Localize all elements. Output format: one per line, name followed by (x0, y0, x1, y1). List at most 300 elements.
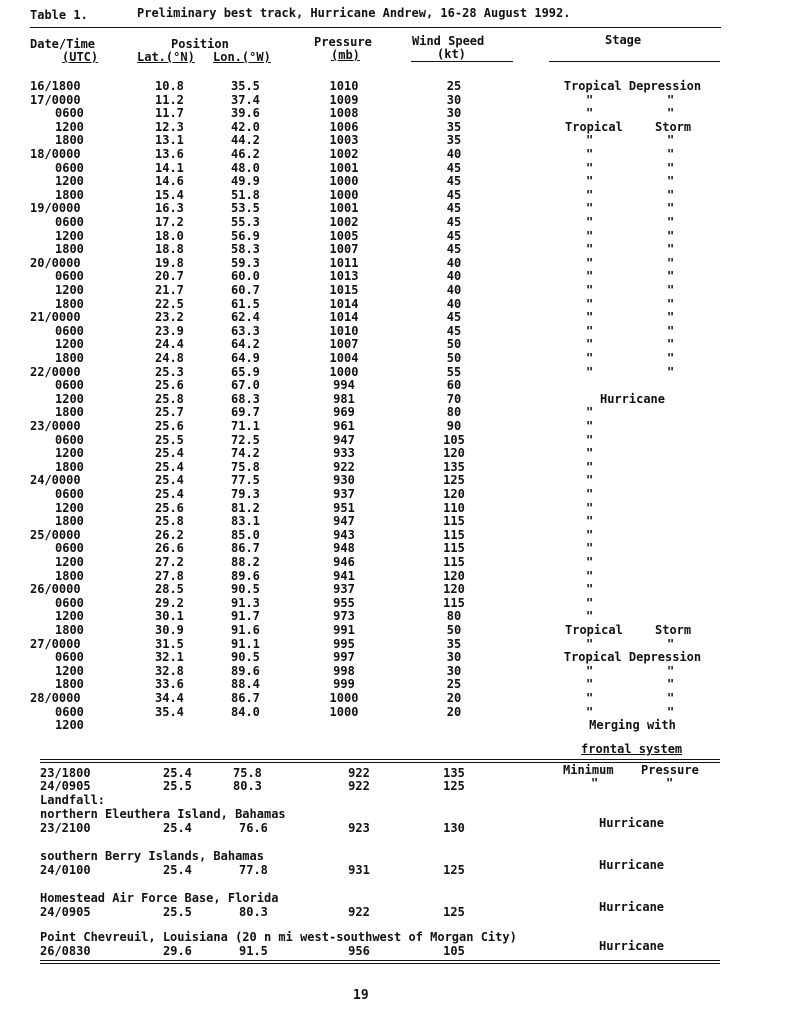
row-stage-2: " (667, 365, 675, 379)
row-wind: 45 (446, 310, 462, 324)
row-pressure: 973 (333, 609, 355, 623)
row-stage-1: " (586, 664, 594, 678)
row-lon: 90.5 (231, 650, 260, 664)
row-wind: 30 (446, 93, 462, 107)
row-datetime: 0600 (55, 161, 84, 175)
row-lon: 84.0 (231, 705, 260, 719)
row-lon: 60.0 (231, 269, 260, 283)
row-lat: 25.7 (155, 405, 184, 419)
row-stage-1: " (586, 460, 594, 474)
row-wind: 40 (446, 256, 462, 270)
row-lat: 17.2 (155, 215, 184, 229)
row-datetime: 1200 (55, 446, 84, 460)
row-datetime: 0600 (55, 324, 84, 338)
row-lon: 83.1 (231, 514, 260, 528)
row-datetime: 1800 (55, 514, 84, 528)
row-pressure: 995 (333, 637, 355, 651)
row-datetime: 0600 (55, 487, 84, 501)
row-lat: 31.5 (155, 637, 184, 651)
row-datetime: 27/0000 (30, 637, 81, 651)
header-datetime: Date/Time (30, 37, 96, 51)
row-stage-2: " (667, 106, 675, 120)
row-pressure: 1000 (329, 365, 359, 379)
row-stage-1: " (586, 161, 594, 175)
row-stage-2: " (667, 691, 675, 705)
row-wind: 120 (443, 569, 465, 583)
landfall-wind: 125 (443, 905, 465, 919)
min-pressure: 922 (348, 766, 370, 780)
row-pressure: 1011 (329, 256, 359, 270)
header-lon: Lon.(°W) (213, 50, 271, 64)
row-lat: 25.4 (155, 460, 184, 474)
row-datetime: 1800 (55, 677, 84, 691)
row-wind: 40 (446, 147, 462, 161)
row-stage-1: " (586, 473, 594, 487)
row-wind: 45 (446, 242, 462, 256)
row-datetime: 1800 (55, 297, 84, 311)
row-stage-2: " (667, 705, 675, 719)
landfall-place: southern Berry Islands, Bahamas (40, 849, 264, 863)
row-stage-1: " (586, 201, 594, 215)
row-stage-1: " (586, 433, 594, 447)
row-lat: 21.7 (155, 283, 184, 297)
row-stage-2: " (667, 215, 675, 229)
row-wind: 20 (446, 691, 462, 705)
row-datetime: 0600 (55, 650, 84, 664)
row-wind: 45 (446, 161, 462, 175)
landfall-wind: 125 (443, 863, 465, 877)
row-lon: 91.6 (231, 623, 260, 637)
landfall-wind: 130 (443, 821, 465, 835)
row-pressure: 946 (333, 555, 355, 569)
row-lat: 18.0 (155, 229, 184, 243)
row-pressure: 981 (333, 392, 355, 406)
row-stage-2: " (667, 337, 675, 351)
row-datetime: 1800 (55, 351, 84, 365)
row-pressure: 941 (333, 569, 355, 583)
row-datetime: 16/1800 (30, 79, 81, 93)
row-wind: 60 (446, 378, 462, 392)
row-lon: 37.4 (231, 93, 260, 107)
row-lon: 79.3 (231, 487, 260, 501)
row-pressure: 969 (333, 405, 355, 419)
row-stage-1: " (586, 337, 594, 351)
row-lon: 64.2 (231, 337, 260, 351)
row-stage-1: " (586, 106, 594, 120)
row-datetime: 1800 (55, 569, 84, 583)
row-pressure: 930 (333, 473, 355, 487)
bottom-rule-2 (40, 963, 720, 964)
row-datetime: 1800 (55, 188, 84, 202)
row-pressure: 1001 (329, 201, 359, 215)
row-datetime: 1200 (55, 174, 84, 188)
row-lon: 89.6 (231, 569, 260, 583)
row-datetime: 20/0000 (30, 256, 81, 270)
row-lat: 34.4 (155, 691, 184, 705)
row-datetime: 1200 (55, 501, 84, 515)
row-datetime: 1200 (55, 609, 84, 623)
row-datetime: 0600 (55, 433, 84, 447)
landfall-datetime: 24/0100 (40, 863, 91, 877)
row-pressure: 999 (333, 677, 355, 691)
landfall-lon: 91.5 (239, 944, 268, 958)
row-wind: 45 (446, 201, 462, 215)
row-datetime: 1800 (55, 242, 84, 256)
row-stage-1: " (586, 637, 594, 651)
row-datetime: 24/0000 (30, 473, 81, 487)
row-lon: 58.3 (231, 242, 260, 256)
header-utc: (UTC) (62, 50, 99, 64)
row-lat: 23.9 (155, 324, 184, 338)
row-lat: 23.2 (155, 310, 184, 324)
row-pressure: 955 (333, 596, 355, 610)
landfall-lon: 76.6 (239, 821, 268, 835)
page-number: 19 (353, 988, 369, 1003)
row-lat: 27.2 (155, 555, 184, 569)
min-stage-2: Pressure (641, 763, 699, 777)
row-datetime: 1800 (55, 623, 84, 637)
row-lon: 68.3 (231, 392, 260, 406)
row-lat: 11.2 (155, 93, 184, 107)
row-stage: Hurricane (599, 392, 666, 406)
header-pressure: Pressure (314, 35, 372, 49)
row-lon: 77.5 (231, 473, 260, 487)
row-stage-1: " (586, 419, 594, 433)
row-lat: 30.1 (155, 609, 184, 623)
row-pressure: 1007 (329, 242, 359, 256)
row-stage-2: " (667, 188, 675, 202)
row-lon: 91.7 (231, 609, 260, 623)
row-pressure: 1008 (329, 106, 359, 120)
row-pressure: 951 (333, 501, 355, 515)
row-lon: 62.4 (231, 310, 260, 324)
row-lon: 35.5 (231, 79, 260, 93)
row-lat: 28.5 (155, 582, 184, 596)
row-stage-2: " (667, 297, 675, 311)
row-pressure: 1005 (329, 229, 359, 243)
row-wind: 50 (446, 351, 462, 365)
row-lat: 32.8 (155, 664, 184, 678)
row-pressure: 1004 (329, 351, 359, 365)
row-wind: 45 (446, 188, 462, 202)
row-lon: 72.5 (231, 433, 260, 447)
row-wind: 120 (443, 487, 465, 501)
landfall-lon: 80.3 (239, 905, 268, 919)
minimum-rule-2 (40, 762, 720, 763)
header-lat: Lat.(°N) (137, 50, 195, 64)
row-pressure: 1000 (329, 691, 359, 705)
row-lon: 86.7 (231, 691, 260, 705)
row-wind: 120 (443, 446, 465, 460)
row-stage-1: " (586, 229, 594, 243)
landfall-place: northern Eleuthera Island, Bahamas (40, 807, 286, 821)
row-lat: 14.1 (155, 161, 184, 175)
row-lon: 89.6 (231, 664, 260, 678)
row-pressure: 1010 (329, 79, 359, 93)
row-wind: 20 (446, 705, 462, 719)
landfall-stage: Hurricane (599, 939, 665, 953)
row-datetime: 1200 (55, 337, 84, 351)
row-stage-1: " (586, 705, 594, 719)
minimum-rule-1 (40, 759, 720, 760)
row-stage-2: " (667, 269, 675, 283)
row-lon: 91.3 (231, 596, 260, 610)
row-wind: 25 (446, 79, 462, 93)
row-wind: 35 (446, 120, 462, 134)
row-wind: 50 (446, 337, 462, 351)
row-datetime: 1800 (55, 460, 84, 474)
row-lon: 64.9 (231, 351, 260, 365)
row-pressure: 922 (333, 460, 355, 474)
row-lat: 27.8 (155, 569, 184, 583)
row-wind: 30 (446, 650, 462, 664)
landfall-datetime: 23/2100 (40, 821, 91, 835)
row-lon: 86.7 (231, 541, 260, 555)
row-pressure: 943 (333, 528, 355, 542)
row-wind: 80 (446, 609, 462, 623)
row-stage-2: " (667, 201, 675, 215)
row-lat: 35.4 (155, 705, 184, 719)
row-wind: 105 (443, 433, 465, 447)
row-wind: 110 (443, 501, 465, 515)
row-lon: 71.1 (231, 419, 260, 433)
row-lat: 10.8 (155, 79, 184, 93)
row-stage-2: " (667, 637, 675, 651)
row-stage-1: " (586, 446, 594, 460)
row-stage-1: " (586, 283, 594, 297)
row-pressure: 991 (333, 623, 355, 637)
row-datetime: 1800 (55, 133, 84, 147)
row-lat: 25.5 (155, 433, 184, 447)
row-pressure: 947 (333, 514, 355, 528)
row-lat: 22.5 (155, 297, 184, 311)
row-lon: 90.5 (231, 582, 260, 596)
row-pressure: 1001 (329, 161, 359, 175)
row-lat: 32.1 (155, 650, 184, 664)
row-stage-1: Tropical (565, 623, 623, 637)
row-wind: 35 (446, 133, 462, 147)
min-datetime: 23/1800 (40, 766, 91, 780)
row-datetime: 0600 (55, 596, 84, 610)
row-wind: 115 (443, 541, 465, 555)
row-wind: 70 (446, 392, 462, 406)
row-stage-1: " (586, 269, 594, 283)
row-stage-1: " (586, 147, 594, 161)
row-pressure: 1000 (329, 174, 359, 188)
merging-line2: frontal system (581, 742, 683, 756)
row-stage-2: " (667, 256, 675, 270)
row-datetime: 25/0000 (30, 528, 81, 542)
row-pressure: 948 (333, 541, 355, 555)
row-stage-1: " (586, 691, 594, 705)
row-stage-1: " (586, 215, 594, 229)
min-lat: 25.4 (163, 766, 192, 780)
row-lon: 46.2 (231, 147, 260, 161)
row-datetime: 17/0000 (30, 93, 81, 107)
row-wind: 30 (446, 664, 462, 678)
min-wind: 125 (443, 779, 465, 793)
row-pressure: 1007 (329, 337, 359, 351)
row-pressure: 1009 (329, 93, 359, 107)
row-wind: 30 (446, 106, 462, 120)
row-stage-1: " (586, 501, 594, 515)
row-datetime: 1200 (55, 120, 84, 134)
row-lat: 29.2 (155, 596, 184, 610)
row-stage-2: " (667, 351, 675, 365)
row-pressure: 937 (333, 487, 355, 501)
row-stage-2: " (667, 677, 675, 691)
row-pressure: 947 (333, 433, 355, 447)
table-label: Table 1. (30, 8, 88, 22)
row-wind: 115 (443, 555, 465, 569)
row-lat: 25.3 (155, 365, 184, 379)
row-stage-1: " (586, 405, 594, 419)
row-stage-1: " (586, 256, 594, 270)
row-datetime: 1200 (55, 664, 84, 678)
landfall-place: Homestead Air Force Base, Florida (40, 891, 279, 905)
row-lat: 14.6 (155, 174, 184, 188)
row-wind: 45 (446, 324, 462, 338)
row-pressure: 937 (333, 582, 355, 596)
row-pressure: 1013 (329, 269, 359, 283)
row-stage: Merging with (589, 718, 676, 732)
row-lat: 11.7 (155, 106, 184, 120)
row-datetime: 28/0000 (30, 691, 81, 705)
row-lat: 30.9 (155, 623, 184, 637)
row-pressure: 1014 (329, 310, 359, 324)
row-lat: 15.4 (155, 188, 184, 202)
row-lon: 60.7 (231, 283, 260, 297)
row-stage-1: " (586, 596, 594, 610)
row-pressure: 933 (333, 446, 355, 460)
row-lat: 25.8 (155, 392, 184, 406)
landfall-pressure: 956 (348, 944, 370, 958)
landfall-pressure: 923 (348, 821, 370, 835)
row-wind: 35 (446, 637, 462, 651)
table-title: Preliminary best track, Hurricane Andrew, 16-28 August 1992. (137, 6, 571, 20)
row-lon: 74.2 (231, 446, 260, 460)
min-pressure: 922 (348, 779, 370, 793)
row-stage-2: " (667, 664, 675, 678)
row-stage-1: " (586, 365, 594, 379)
row-stage-1: " (586, 324, 594, 338)
row-datetime: 1200 (55, 283, 84, 297)
header-mb: (mb) (331, 48, 360, 62)
row-wind: 120 (443, 582, 465, 596)
row-lat: 19.8 (155, 256, 184, 270)
landfall-stage: Hurricane (599, 900, 665, 914)
landfall-place: Point Chevreuil, Louisiana (20 n mi west-southwest of Morgan City) (40, 930, 517, 944)
row-datetime: 0600 (55, 215, 84, 229)
row-wind: 40 (446, 297, 462, 311)
row-stage-1: " (586, 133, 594, 147)
row-pressure: 1002 (329, 147, 359, 161)
row-stage-1: " (586, 351, 594, 365)
row-stage-1: " (586, 188, 594, 202)
row-lon: 39.6 (231, 106, 260, 120)
row-lat: 25.4 (155, 473, 184, 487)
min-stage-1: " (591, 776, 599, 790)
row-lat: 25.6 (155, 378, 184, 392)
row-datetime: 0600 (55, 378, 84, 392)
landfall-label: Landfall: (40, 793, 106, 807)
landfall-stage: Hurricane (599, 858, 665, 872)
row-wind: 80 (446, 405, 462, 419)
row-datetime: 1200 (55, 718, 84, 732)
row-stage-1: " (586, 582, 594, 596)
row-stage-2: " (667, 283, 675, 297)
wind-header-rule (411, 61, 513, 62)
row-datetime: 0600 (55, 705, 84, 719)
landfall-lat: 25.4 (163, 863, 192, 877)
row-datetime: 1200 (55, 229, 84, 243)
row-stage-2: " (667, 229, 675, 243)
landfall-pressure: 931 (348, 863, 370, 877)
row-wind: 55 (446, 365, 462, 379)
row-pressure: 1000 (329, 188, 359, 202)
row-lat: 26.6 (155, 541, 184, 555)
row-lat: 25.6 (155, 419, 184, 433)
row-datetime: 0600 (55, 106, 84, 120)
landfall-lon: 77.8 (239, 863, 268, 877)
row-wind: 135 (443, 460, 465, 474)
stage-header-rule (549, 61, 720, 62)
header-stage: Stage (605, 33, 642, 47)
row-lat: 25.4 (155, 487, 184, 501)
row-datetime: 0600 (55, 541, 84, 555)
row-stage-1: " (586, 297, 594, 311)
row-lat: 25.8 (155, 514, 184, 528)
row-stage-1: " (586, 487, 594, 501)
row-wind: 90 (446, 419, 462, 433)
landfall-stage: Hurricane (599, 816, 665, 830)
row-datetime: 1200 (55, 555, 84, 569)
landfall-lat: 29.6 (163, 944, 192, 958)
row-lat: 20.7 (155, 269, 184, 283)
row-datetime: 0600 (55, 269, 84, 283)
row-pressure: 961 (333, 419, 355, 433)
row-pressure: 1006 (329, 120, 359, 134)
row-datetime: 1200 (55, 392, 84, 406)
min-lat: 25.5 (163, 779, 192, 793)
row-stage-2: " (667, 310, 675, 324)
header-position: Position (171, 37, 229, 51)
row-wind: 40 (446, 269, 462, 283)
row-lat: 25.6 (155, 501, 184, 515)
row-stage-2: " (667, 93, 675, 107)
row-datetime: 21/0000 (30, 310, 81, 324)
min-datetime: 24/0905 (40, 779, 91, 793)
row-stage-2: Storm (655, 120, 692, 134)
row-pressure: 1015 (329, 283, 359, 297)
row-pressure: 994 (333, 378, 355, 392)
row-lon: 88.2 (231, 555, 260, 569)
row-wind: 45 (446, 229, 462, 243)
row-wind: 25 (446, 677, 462, 691)
row-stage-1: " (586, 528, 594, 542)
row-pressure: 997 (333, 650, 355, 664)
row-pressure: 1000 (329, 705, 359, 719)
row-stage-2: " (667, 242, 675, 256)
min-lon: 75.8 (233, 766, 262, 780)
row-lon: 56.9 (231, 229, 260, 243)
row-lon: 48.0 (231, 161, 260, 175)
landfall-datetime: 26/0830 (40, 944, 91, 958)
row-stage-2: Storm (655, 623, 692, 637)
bottom-rule-1 (40, 960, 720, 961)
row-stage: Tropical Depression (563, 650, 702, 664)
row-stage-1: " (586, 242, 594, 256)
